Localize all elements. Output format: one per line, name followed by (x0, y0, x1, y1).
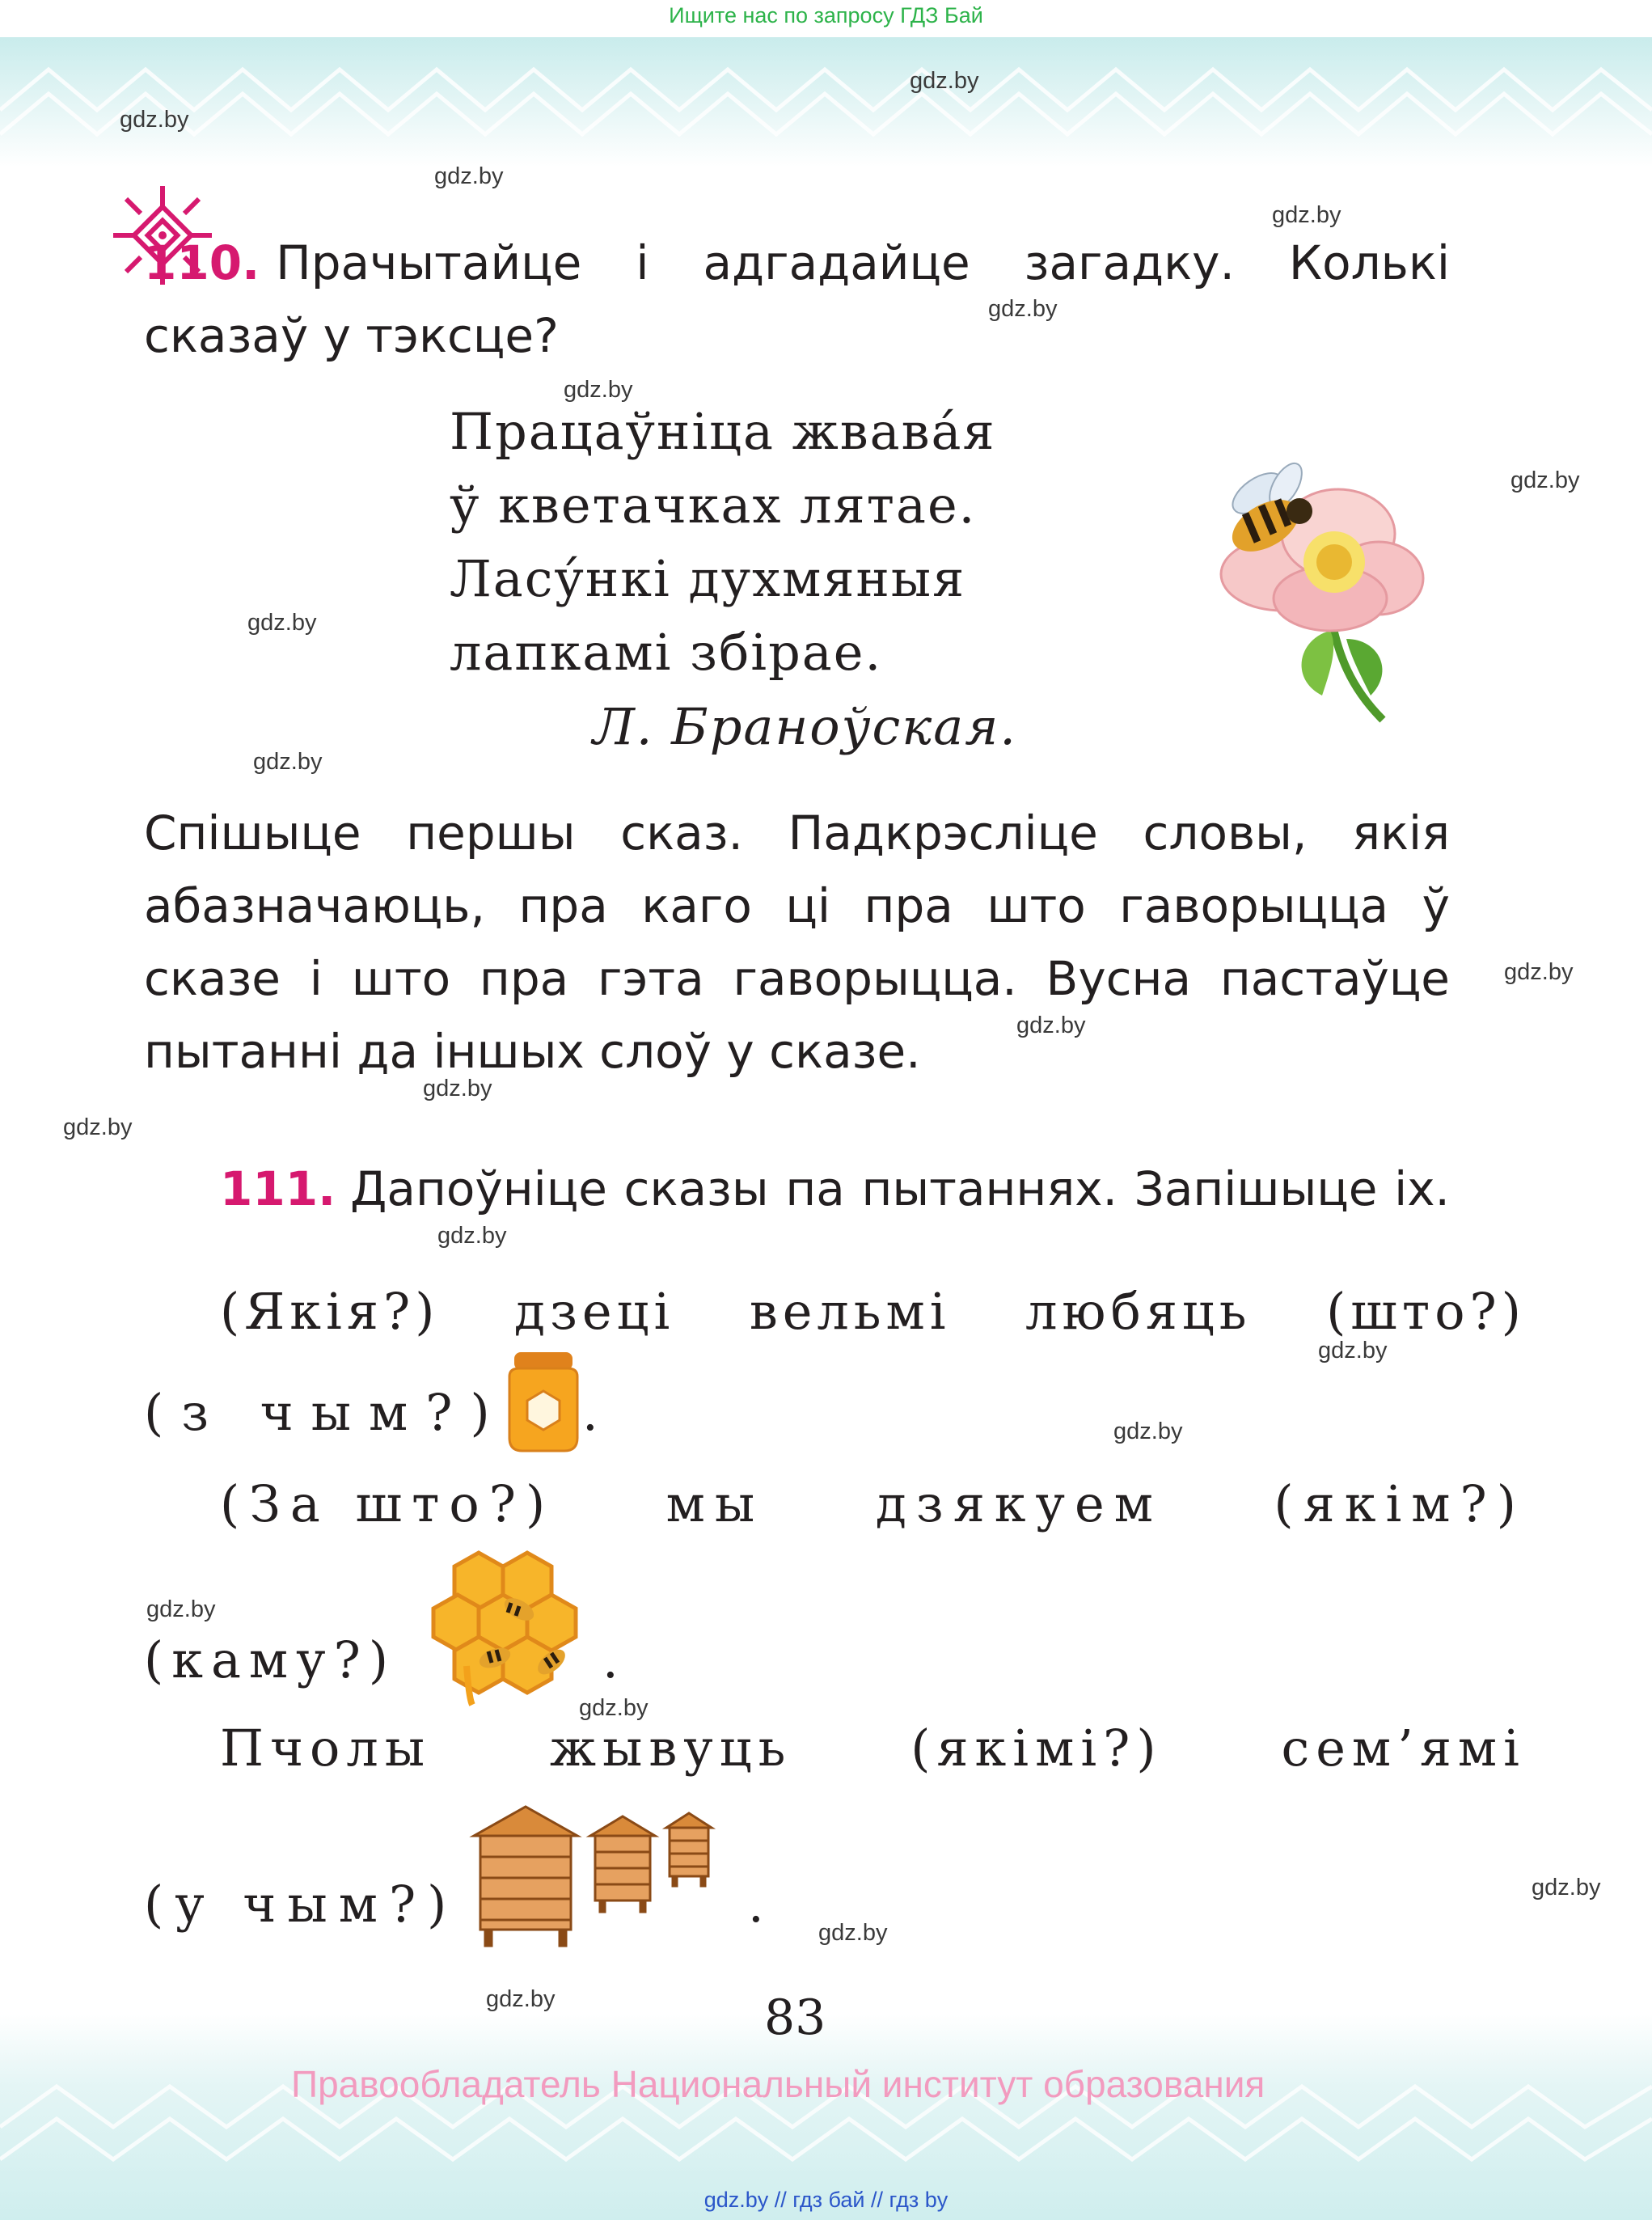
period: . (748, 1875, 764, 1934)
watermark: gdz.by (1532, 1875, 1601, 1901)
top-ornament-pattern (0, 37, 1652, 167)
watermark: gdz.by (1504, 959, 1574, 985)
watermark: gdz.by (1272, 202, 1341, 228)
period: . (582, 1383, 598, 1442)
instruction-line: пытанні да іншых слоў у сказе. (144, 1024, 921, 1079)
task-number: 110. (144, 235, 260, 290)
exercise-3-line-1: Пчолы жывуць (якімі?) сем’ямі (220, 1719, 1526, 1778)
watermark: gdz.by (1318, 1338, 1388, 1364)
honeycomb-bees-image (430, 1545, 592, 1710)
watermark: gdz.by (818, 1920, 888, 1946)
watermark: gdz.by (120, 107, 189, 133)
footer-links[interactable]: gdz.by // гдз бай // гдз by (703, 2188, 949, 2212)
top-ornament-band (0, 37, 1652, 167)
exercise-1-line-2: (з чым?) (144, 1383, 508, 1442)
task-110-line-1: 110. Прачытайце і адгадайце загадку. Колькі (144, 235, 1450, 290)
watermark: gdz.by (486, 1986, 556, 2012)
exercise-1-line-1: (Якія?) дзеці вельмі любяць (што?) (220, 1282, 1526, 1341)
task-110-line-2: сказаў у тэксце? (144, 308, 559, 363)
watermark: gdz.by (423, 1076, 492, 1101)
exercise-2-line-2: (каму?) (144, 1630, 397, 1689)
watermark: gdz.by (910, 68, 979, 94)
watermark: gdz.by (247, 610, 317, 636)
watermark: gdz.by (988, 296, 1058, 322)
watermark: gdz.by (63, 1114, 133, 1140)
watermark: gdz.by (437, 1223, 507, 1249)
watermark: gdz.by (1016, 1013, 1086, 1038)
instruction-line: Спішыце першы сказ. Падкрэсліце словы, якія (144, 805, 1450, 860)
copyright-notice: Правообладатель Национальный институт образования (291, 2063, 1265, 2105)
watermark: gdz.by (564, 377, 633, 403)
exercise-3-line-2: (у чым?) (144, 1875, 458, 1934)
instruction-line: абазначаюць, пра каго ці пра што гаворыцца ў (144, 878, 1450, 933)
page-number: 83 (764, 1989, 826, 2046)
task-111-title: 111. Дапоўніце сказы па пытаннях. Запішыце іх. (220, 1161, 1450, 1216)
search-hint-banner[interactable]: Ищите нас по запросу ГДЗ Бай (669, 3, 983, 27)
poem-line: Працаўніца жвава́я (450, 402, 996, 461)
instruction-line: сказе і што пра гэта гаворыцца. Вусна пастаўце (144, 951, 1450, 1006)
bee-on-flower-image (1209, 437, 1435, 731)
poem-author: Л. Браноўская. (593, 697, 1017, 756)
honey-jar-image (503, 1349, 584, 1457)
task-number: 111. (220, 1161, 336, 1216)
period: . (602, 1630, 619, 1689)
exercise-2-line-1: (За што?) мы дзякуем (якім?) (220, 1474, 1526, 1533)
beehives-image (469, 1803, 744, 1952)
poem-line: ў кветачках лятае. (450, 476, 977, 535)
poem-line: Ласу́нкі духмяныя (450, 549, 966, 608)
poem-line: лапкамі збірае. (450, 623, 883, 682)
watermark: gdz.by (1510, 467, 1580, 493)
watermark: gdz.by (146, 1596, 216, 1622)
watermark: gdz.by (253, 749, 323, 775)
watermark: gdz.by (579, 1695, 649, 1721)
watermark: gdz.by (434, 163, 504, 189)
watermark: gdz.by (1113, 1419, 1183, 1444)
